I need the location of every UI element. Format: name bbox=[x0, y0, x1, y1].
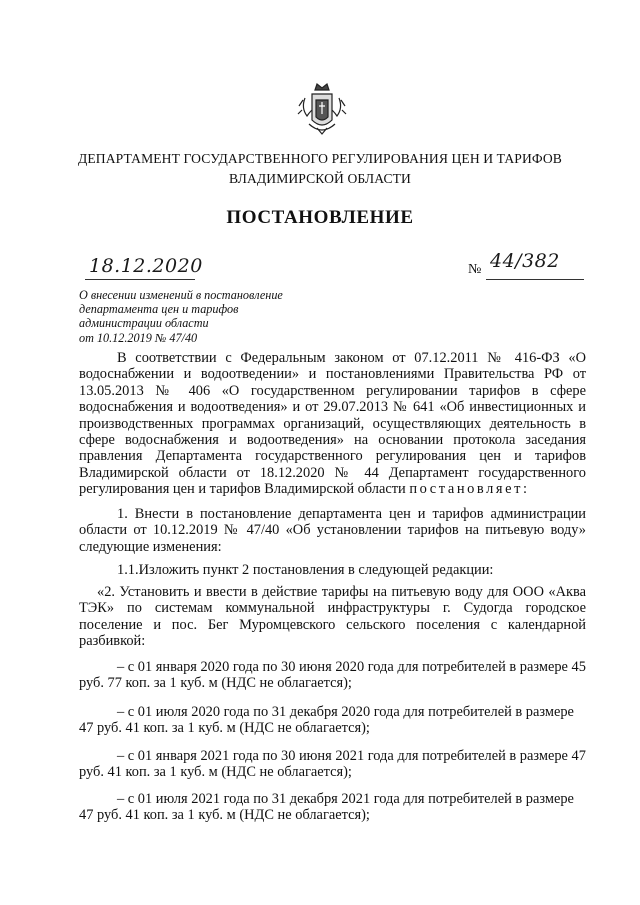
tariff-paragraph bbox=[79, 704, 586, 737]
tariff-line: – с 01 июля 2020 года по 31 декабря 2020 года для потребителей в размере 47 руб. 41 коп. за 1 куб. м (НДС не облагается); bbox=[79, 704, 574, 737]
tariff-paragraph bbox=[79, 659, 586, 692]
item-1-text: 1. Внести в постановление департамента цен и тарифов администрации области от 10.12.2019 № 47/40 «Об установлении тарифов на питьевую воду» следующие изменения: bbox=[79, 506, 586, 555]
subject-line: департамента цен и тарифов bbox=[79, 302, 239, 317]
number-sign: № bbox=[468, 262, 482, 277]
preamble-text: В соответствии с Федеральным законом от 07.12.2011 № 416-ФЗ «О водоснабжении и водоотведении» и постановлениями Правительства РФ от 13.05.2013 № 406 «О государственном регулировании тарифов в сфере водоснабжения и водоотведения» и от 29.07.2013 № 641 «Об инвестиционных и производственных программах организаций, осуществляющих деятельность в сфере водоснабжения и водоотведения» на основании протокола заседания правления Департамента государственного регулирования цен и тарифов Владимирской области от 18.12.2020 № 44 Департамент государственного регулирования цен и тарифов Владимирской области bbox=[79, 350, 586, 498]
preamble-paragraph bbox=[79, 350, 586, 498]
number-underline bbox=[486, 279, 584, 280]
subject-line: О внесении изменений в постановление bbox=[79, 288, 283, 302]
tariff-paragraph bbox=[79, 791, 586, 824]
date-underline bbox=[85, 279, 195, 280]
document-date: 18.12.2020 bbox=[89, 255, 203, 277]
item-1-paragraph bbox=[79, 506, 586, 555]
tariff-line: – с 01 января 2020 года по 30 июня 2020 года для потребителей в размере 45 руб. 77 коп. за 1 куб. м (НДС не облагается); bbox=[79, 659, 586, 692]
subject-line: администрации области bbox=[79, 316, 209, 331]
subject-line: от 10.12.2019 № 47/40 bbox=[79, 330, 198, 345]
tariff-line: – с 01 июля 2021 года по 31 декабря 2021 года для потребителей в размере 47 руб. 41 коп. за 1 куб. м (НДС не облагается); bbox=[79, 791, 574, 824]
coat-of-arms-icon bbox=[297, 80, 347, 140]
item-1-1-text: 1.1.Изложить пункт 2 постановления в следующей редакции: bbox=[117, 562, 494, 578]
document-number: 44/382 bbox=[490, 250, 560, 272]
document-subject bbox=[79, 288, 309, 345]
decree-word: постановляет: bbox=[409, 481, 530, 498]
item-1-1-paragraph bbox=[79, 562, 586, 578]
department-name-line1: ДЕПАРТАМЕНТ ГОСУДАРСТВЕННОГО РЕГУЛИРОВАНИЯ ЦЕН И ТАРИФОВ bbox=[78, 151, 562, 166]
item-2-text: «2. Установить и ввести в действие тарифы на питьевую воду для ООО «Аква ТЭК» по системам коммунальной инфраструктуры г. Судогда городское поселение и пос. Бег Муромцевского сельского поселения с календарной разбивкой: bbox=[79, 584, 586, 650]
document-title: ПОСТАНОВЛЕНИЕ bbox=[226, 207, 414, 228]
tariff-paragraph bbox=[79, 748, 586, 781]
department-name-line2: ВЛАДИМИРСКОЙ ОБЛАСТИ bbox=[229, 171, 411, 186]
item-2-paragraph bbox=[79, 584, 586, 650]
tariff-line: – с 01 января 2021 года по 30 июня 2021 года для потребителей в размере 47 руб. 41 коп. за 1 куб. м (НДС не облагается); bbox=[79, 748, 586, 781]
